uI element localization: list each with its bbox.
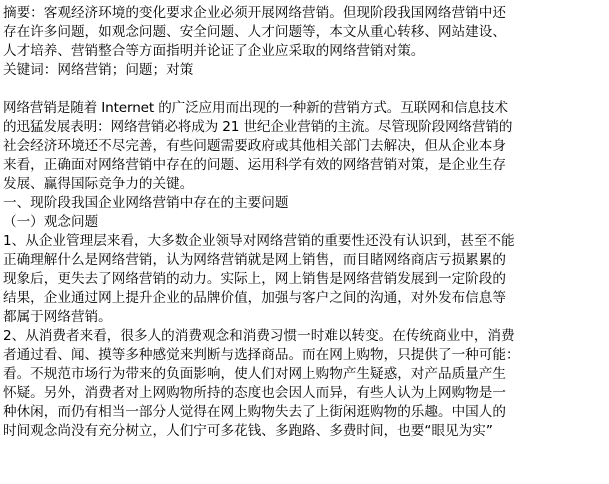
point-1-paragraph [3,232,606,327]
intro-paragraph [3,99,606,194]
abstract-paragraph [3,4,606,61]
point-line: 现象后，更失去了网络营销的动力。实际上，网上销售是网络营销发展到一定阶段的 [3,271,506,287]
point-line: 都属于网络营销。 [3,309,112,325]
abstract-line: 存在许多问题，如观念问题、安全问题、人才问题等，本文从重心转移、网站建设、 [3,24,506,40]
point-line: 种休闲，而仍有相当一部分人觉得在网上购物失去了上街闲逛购物的乐趣。中国人的 [3,404,506,420]
intro-line: 发展、赢得国际竞争力的关键。 [3,176,194,192]
intro-line: 社会经济环境还不尽完善，有些问题需要政府或其他相关部门去解决，但从企业本身 [3,138,506,154]
intro-line: 来看，正确面对网络营销中存在的问题、运用科学有效的网络营销对策，是企业生存 [3,157,506,173]
intro-line: 的迅猛发展表明：网络营销必将成为 21 世纪企业营销的主流。尽管现阶段网络营销的 [3,119,513,135]
subsection-heading: （一）观念问题 [3,214,99,230]
document-body [3,4,606,441]
point-line: 看。不规范市场行为带来的负面影响，使人们对网上购物产生疑惑，对产品质量产生 [3,366,506,382]
keywords-line: 关键词：网络营销；问题；对策 [3,62,194,78]
abstract-line: 人才培养、营销整合等方面指明并论证了企业应采取的网络营销对策。 [3,43,425,59]
point-line: 1、从企业管理层来看，大多数企业领导对网络营销的重要性还没有认识到，甚至不能 [3,233,515,249]
point-line: 结果，企业通过网上提升企业的品牌价值，加强与客户之间的沟通，对外发布信息等 [3,290,506,306]
point-line: 怀疑。另外，消费者对上网购物所持的态度也会因人而异，有些人认为上网购物是一 [3,385,506,401]
point-line: 2、从消费者来看，很多人的消费观念和消费习惯一时难以转变。在传统商业中，消费 [3,328,515,344]
intro-line: 网络营销是随着 Internet 的广泛应用而出现的一种新的营销方式。互联网和信息技术 [3,100,508,116]
paragraph-gap [3,80,606,99]
point-line: 时间观念尚没有充分树立，人们宁可多花钱、多跑路、多费时间，也要“眼见为实” [3,423,493,439]
section-heading: 一、现阶段我国企业网络营销中存在的主要问题 [3,195,289,211]
abstract-line: 摘要：客观经济环境的变化要求企业必须开展网络营销。但现阶段我国网络营销中还 [3,5,506,21]
point-2-paragraph [3,327,606,441]
point-line: 正确理解什么是网络营销，认为网络营销就是网上销售，而目睹网络商店亏损累累的 [3,252,506,268]
point-line: 者通过看、闻、摸等多种感觉来判断与选择商品。而在网上购物，只提供了一种可能： [3,347,520,363]
